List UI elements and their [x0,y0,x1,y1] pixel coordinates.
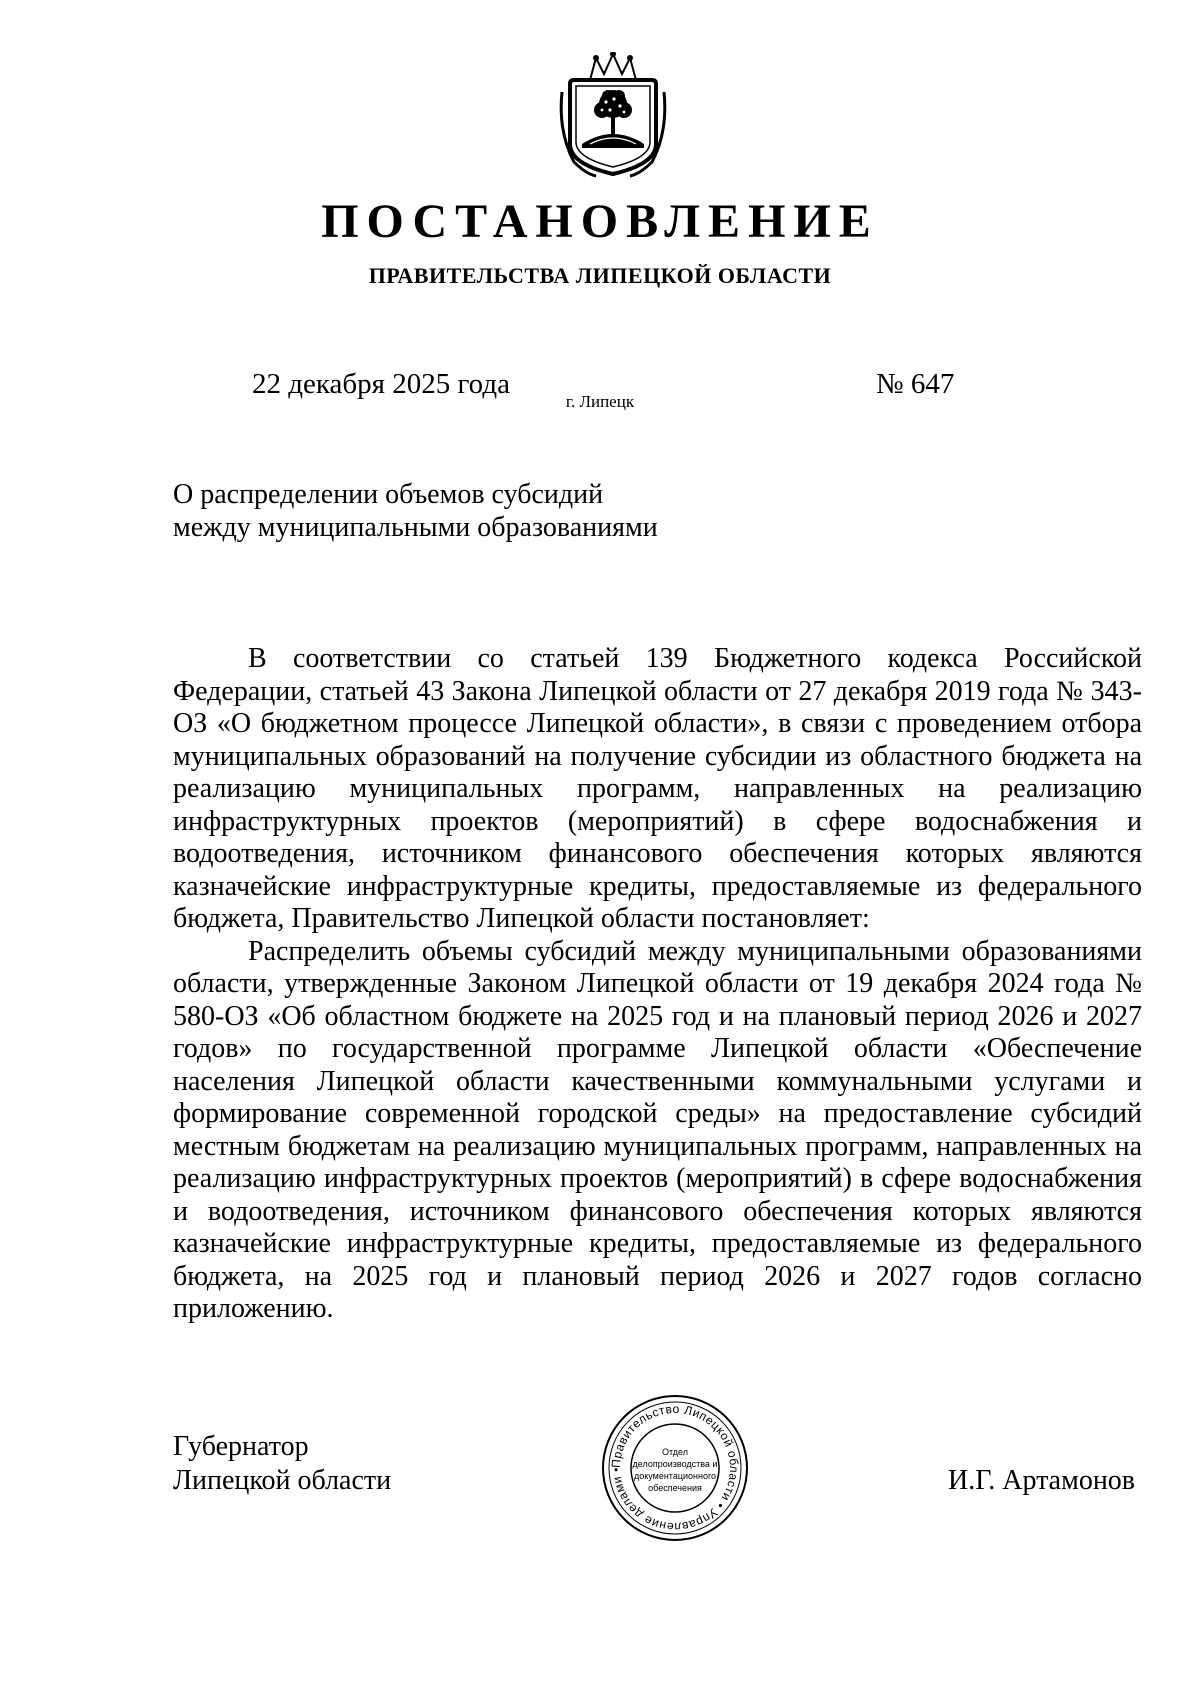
seal-center-line-1: Отдел [661,1447,689,1457]
document-number: № 647 [876,368,955,400]
document-city: г. Липецк [565,392,635,411]
body-paragraph-2: Распределить объемы субсидий между муниципальными образованиями области, утвержденные Законом Липецкой области от 19 декабря 2024 года № 580-ОЗ «Об областном бюджете на 2025 год и на плановый период 2026 и 2027 годов» по государственной программе Липецкой области «Обеспечение населения Липецкой области качественными коммунальными услугами и формирование современной городской среды» на предоставление субсидий местным бюджетам на реализацию муниципальных программ, направленных на реализацию инфраструктурных проектов (мероприятий) в сфере водоснабжения и водоотведения, источником финансового обеспечения которых являются казначейские инфраструктурные кредиты, предоставляемые из федерального бюджета, на 2025 год и плановый период 2026 и 2027 годов согласно приложению. [173,935,1142,1324]
document-date: 22 декабря 2025 года [252,368,510,400]
signatory-position-line-2: Липецкой области [173,1465,392,1496]
signatory-position-line-1: Губернатор [173,1431,309,1462]
body-paragraph-1: В соответствии со статьей 139 Бюджетного кодекса Российской Федерации, статьей 43 Закона Липецкой области от 27 декабря 2019 года № 343-ОЗ «О бюджетном процессе Липецкой области», в связи с проведением отбора муниципальных образований на получение субсидии из областного бюджета на реализацию муниципальных программ, направленных на реализацию инфраструктурных проектов (мероприятий) в сфере водоснабжения и водоотведения, источником финансового обеспечения которых являются казначейские инфраструктурные кредиты, предоставляемые из федерального бюджета, Правительство Липецкой области постановляет: [173,643,1142,934]
signatory-position [173,1430,391,1498]
subject-line-1: О распределении объемов субсидий [173,479,604,510]
stamp-seal-icon [600,1393,750,1543]
seal-outer-text: Правительство Липецкой области • Управление делами • [608,1401,742,1535]
document-body [173,643,1142,1326]
signatory-name: И.Г. Артамонов [948,1465,1136,1496]
document-subject [173,478,658,544]
issuing-authority: ПРАВИТЕЛЬСТВА ЛИПЕЦКОЙ ОБЛАСТИ [368,263,832,288]
coat-of-arms-icon [556,52,670,182]
seal-center-line-2: делопроизводства и [632,1459,718,1469]
subject-line-2: между муниципальными образованиями [173,512,658,543]
seal-center-line-3: документационного [633,1471,717,1481]
document-title: ПОСТАНОВЛЕНИЕ [321,195,879,248]
seal-center-line-4: обеспечения [648,1483,702,1493]
